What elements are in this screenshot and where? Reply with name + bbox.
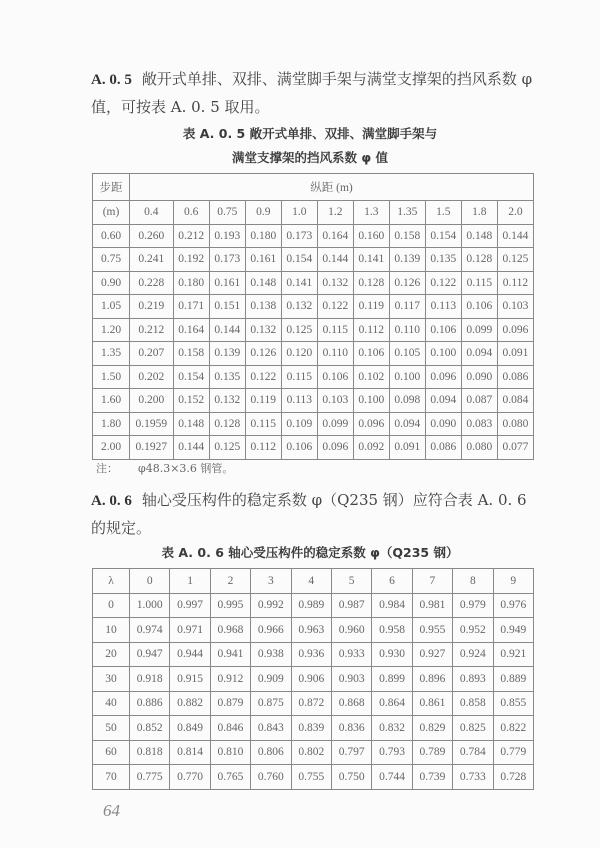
table-cell: 0.918 xyxy=(130,667,170,692)
table-cell: 0.090 xyxy=(461,365,497,389)
row-step: 1.35 xyxy=(93,342,130,366)
table-cell: 0.161 xyxy=(209,271,245,295)
table-cell: 0.1959 xyxy=(130,412,174,436)
table-cell: 0.802 xyxy=(291,740,331,765)
caption-line-1: 表 A. 0. 5 敞开式单排、双排、满堂脚手架与 xyxy=(182,126,438,141)
table-cell: 0.151 xyxy=(209,295,245,319)
table-cell: 0.148 xyxy=(461,224,497,248)
table-cell: 0.120 xyxy=(281,342,317,366)
table-cell: 0.113 xyxy=(281,389,317,413)
table-cell: 0.094 xyxy=(425,389,461,413)
table-cell: 0.889 xyxy=(493,667,533,692)
column-header: 0.6 xyxy=(173,201,209,225)
table-row xyxy=(93,295,534,319)
section-text: 敞开式单排、双排、满堂脚手架与满堂支撑架的挡风系数 φ 值，可按表 A. 0. 5 取用。 xyxy=(91,70,533,116)
table-cell: 0.100 xyxy=(425,342,461,366)
column-header: 1.5 xyxy=(425,201,461,225)
table-cell: 0.096 xyxy=(353,412,389,436)
table-cell: 0.909 xyxy=(251,667,291,692)
table-cell: 0.750 xyxy=(331,765,371,790)
table-cell: 0.125 xyxy=(497,248,533,272)
table-row xyxy=(93,593,534,618)
table-cell: 0.135 xyxy=(209,365,245,389)
row-step: 0.60 xyxy=(93,224,130,248)
column-group-header: 纵距 (m) xyxy=(130,174,534,201)
column-header: 1.3 xyxy=(353,201,389,225)
table-row xyxy=(93,224,534,248)
table-cell: 0.997 xyxy=(170,593,210,618)
table-cell: 0.102 xyxy=(353,365,389,389)
table-cell: 0.148 xyxy=(173,412,209,436)
table-cell: 0.903 xyxy=(331,667,371,692)
table-cell: 0.126 xyxy=(245,342,281,366)
row-step: 0.75 xyxy=(93,248,130,272)
table-cell: 0.872 xyxy=(291,691,331,716)
table-cell: 0.984 xyxy=(372,593,412,618)
table-cell: 0.160 xyxy=(353,224,389,248)
table-cell: 0.087 xyxy=(461,389,497,413)
table-cell: 0.728 xyxy=(493,765,533,790)
table-cell: 0.829 xyxy=(412,716,452,741)
table-cell: 0.968 xyxy=(210,618,250,643)
section-a05-paragraph xyxy=(91,66,541,121)
table-cell: 0.154 xyxy=(281,248,317,272)
table-cell: 0.115 xyxy=(461,271,497,295)
table-cell: 0.936 xyxy=(291,642,331,667)
table-cell: 0.938 xyxy=(251,642,291,667)
table-cell: 0.760 xyxy=(251,765,291,790)
section-a06-paragraph xyxy=(91,487,541,542)
table-cell: 0.775 xyxy=(130,765,170,790)
column-header: 0.9 xyxy=(245,201,281,225)
column-header: 3 xyxy=(251,569,291,594)
table-row xyxy=(93,412,534,436)
table-cell: 0.122 xyxy=(317,295,353,319)
table-cell: 0.152 xyxy=(173,389,209,413)
table-cell: 0.099 xyxy=(461,318,497,342)
table-cell: 0.212 xyxy=(130,318,174,342)
column-header: 7 xyxy=(412,569,452,594)
table-cell: 0.974 xyxy=(130,618,170,643)
table-cell: 0.947 xyxy=(130,642,170,667)
table-cell: 0.144 xyxy=(497,224,533,248)
row-lambda: 0 xyxy=(93,593,130,618)
column-header: 9 xyxy=(493,569,533,594)
table-cell: 0.077 xyxy=(497,436,533,460)
table-cell: 0.098 xyxy=(389,389,425,413)
table-cell: 0.806 xyxy=(251,740,291,765)
table-row xyxy=(93,667,534,692)
column-header: 0 xyxy=(130,569,170,594)
row-header-unit: (m) xyxy=(93,201,130,225)
table-cell: 0.100 xyxy=(353,389,389,413)
table-cell: 0.132 xyxy=(317,271,353,295)
table-cell: 0.171 xyxy=(173,295,209,319)
table-cell: 0.839 xyxy=(291,716,331,741)
table-cell: 0.966 xyxy=(251,618,291,643)
table-row xyxy=(93,740,534,765)
table-cell: 0.173 xyxy=(281,224,317,248)
table-cell: 0.915 xyxy=(170,667,210,692)
table-cell: 0.115 xyxy=(245,412,281,436)
table-cell: 0.106 xyxy=(317,365,353,389)
table-cell: 0.106 xyxy=(353,342,389,366)
table-cell: 0.117 xyxy=(389,295,425,319)
table-row xyxy=(93,318,534,342)
column-header: 0.75 xyxy=(209,201,245,225)
table-cell: 0.132 xyxy=(245,318,281,342)
table-cell: 0.958 xyxy=(372,618,412,643)
table-cell: 0.164 xyxy=(173,318,209,342)
table-cell: 0.941 xyxy=(210,642,250,667)
row-step: 1.80 xyxy=(93,412,130,436)
table-cell: 0.836 xyxy=(331,716,371,741)
table-cell: 0.126 xyxy=(389,271,425,295)
table-cell: 0.814 xyxy=(170,740,210,765)
table-cell: 0.080 xyxy=(461,436,497,460)
table-cell: 0.125 xyxy=(209,436,245,460)
table-cell: 0.158 xyxy=(173,342,209,366)
table-cell: 0.955 xyxy=(412,618,452,643)
row-step: 1.60 xyxy=(93,389,130,413)
table-cell: 0.960 xyxy=(331,618,371,643)
table-cell: 0.789 xyxy=(412,740,452,765)
row-step: 0.90 xyxy=(93,271,130,295)
table-row xyxy=(93,436,534,460)
table-cell: 0.141 xyxy=(281,271,317,295)
table-cell: 0.154 xyxy=(173,365,209,389)
row-lambda: 50 xyxy=(93,716,130,741)
table-cell: 0.858 xyxy=(453,691,493,716)
table-cell: 0.084 xyxy=(497,389,533,413)
table-cell: 0.094 xyxy=(389,412,425,436)
column-header: 1 xyxy=(170,569,210,594)
table-cell: 0.899 xyxy=(372,667,412,692)
table-cell: 0.944 xyxy=(170,642,210,667)
row-step: 1.20 xyxy=(93,318,130,342)
table-row xyxy=(93,765,534,790)
table-cell: 0.963 xyxy=(291,618,331,643)
table-cell: 0.109 xyxy=(281,412,317,436)
section-number: A. 0. 5 xyxy=(91,72,132,88)
table-cell: 0.906 xyxy=(291,667,331,692)
table-cell: 0.144 xyxy=(209,318,245,342)
row-header-label: 步距 xyxy=(93,174,130,201)
table-cell: 0.852 xyxy=(130,716,170,741)
table-cell: 0.879 xyxy=(210,691,250,716)
row-lambda: 70 xyxy=(93,765,130,790)
section-text: 轴心受压构件的稳定系数 φ（Q235 钢）应符合表 A. 0. 6 的规定。 xyxy=(91,491,527,537)
column-header: 4 xyxy=(291,569,331,594)
table-cell: 0.096 xyxy=(317,436,353,460)
table-cell: 0.832 xyxy=(372,716,412,741)
row-step: 1.50 xyxy=(93,365,130,389)
column-header: 1.35 xyxy=(389,201,425,225)
table-a05-note xyxy=(96,460,253,476)
table-cell: 0.091 xyxy=(389,436,425,460)
table-cell: 0.200 xyxy=(130,389,174,413)
note-text: φ48.3×3.6 钢管。 xyxy=(138,462,234,475)
table-cell: 0.113 xyxy=(425,295,461,319)
table-cell: 0.987 xyxy=(331,593,371,618)
section-number: A. 0. 6 xyxy=(91,493,132,509)
table-cell: 0.103 xyxy=(497,295,533,319)
table-cell: 0.139 xyxy=(209,342,245,366)
table-row xyxy=(93,342,534,366)
table-cell: 0.825 xyxy=(453,716,493,741)
table-cell: 0.207 xyxy=(130,342,174,366)
table-cell: 0.115 xyxy=(281,365,317,389)
table-cell: 0.976 xyxy=(493,593,533,618)
page-number: 64 xyxy=(103,801,120,820)
table-row xyxy=(93,365,534,389)
table-cell: 0.733 xyxy=(453,765,493,790)
row-lambda: 30 xyxy=(93,667,130,692)
row-lambda: 10 xyxy=(93,618,130,643)
table-cell: 0.927 xyxy=(412,642,452,667)
table-cell: 0.144 xyxy=(173,436,209,460)
table-cell: 0.260 xyxy=(130,224,174,248)
table-cell: 0.784 xyxy=(453,740,493,765)
column-header: 5 xyxy=(331,569,371,594)
table-cell: 0.106 xyxy=(461,295,497,319)
column-header: 0.4 xyxy=(130,201,174,225)
table-cell: 0.148 xyxy=(245,271,281,295)
table-cell: 0.115 xyxy=(317,318,353,342)
table-cell: 0.105 xyxy=(389,342,425,366)
table-cell: 0.091 xyxy=(497,342,533,366)
table-cell: 0.868 xyxy=(331,691,371,716)
table-cell: 0.122 xyxy=(245,365,281,389)
table-cell: 0.933 xyxy=(331,642,371,667)
table-cell: 0.139 xyxy=(389,248,425,272)
table-cell: 0.112 xyxy=(353,318,389,342)
table-cell: 0.855 xyxy=(493,691,533,716)
row-lambda: 20 xyxy=(93,642,130,667)
table-cell: 0.843 xyxy=(251,716,291,741)
table-cell: 0.228 xyxy=(130,271,174,295)
column-header: 1.8 xyxy=(461,201,497,225)
table-cell: 0.086 xyxy=(497,365,533,389)
table-row xyxy=(93,248,534,272)
table-cell: 0.158 xyxy=(389,224,425,248)
table-cell: 0.882 xyxy=(170,691,210,716)
table-row xyxy=(93,691,534,716)
column-header: 2.0 xyxy=(497,201,533,225)
table-cell: 0.090 xyxy=(425,412,461,436)
table-cell: 0.849 xyxy=(170,716,210,741)
table-cell: 0.128 xyxy=(209,412,245,436)
table-cell: 0.846 xyxy=(210,716,250,741)
table-cell: 0.119 xyxy=(353,295,389,319)
table-cell: 0.092 xyxy=(353,436,389,460)
table-a05-caption xyxy=(80,124,540,168)
table-cell: 0.896 xyxy=(412,667,452,692)
table-cell: 0.112 xyxy=(497,271,533,295)
table-cell: 0.086 xyxy=(425,436,461,460)
table-cell: 0.100 xyxy=(389,365,425,389)
table-cell: 0.180 xyxy=(245,224,281,248)
table-cell: 0.739 xyxy=(412,765,452,790)
column-header: 2 xyxy=(210,569,250,594)
table-cell: 0.192 xyxy=(173,248,209,272)
table-cell: 0.112 xyxy=(245,436,281,460)
table-cell: 0.202 xyxy=(130,365,174,389)
table-cell: 0.864 xyxy=(372,691,412,716)
table-cell: 0.797 xyxy=(331,740,371,765)
table-cell: 0.989 xyxy=(291,593,331,618)
table-a05 xyxy=(92,173,534,460)
table-cell: 0.822 xyxy=(493,716,533,741)
table-cell: 0.212 xyxy=(173,224,209,248)
table-cell: 0.979 xyxy=(453,593,493,618)
table-a06-caption: 表 A. 0. 6 轴心受压构件的稳定系数 φ（Q235 钢） xyxy=(161,545,459,560)
row-step: 2.00 xyxy=(93,436,130,460)
table-row xyxy=(93,716,534,741)
table-cell: 0.924 xyxy=(453,642,493,667)
table-row xyxy=(93,271,534,295)
table-cell: 0.981 xyxy=(412,593,452,618)
column-header: 6 xyxy=(372,569,412,594)
table-row xyxy=(93,389,534,413)
table-row xyxy=(93,618,534,643)
table-cell: 0.193 xyxy=(209,224,245,248)
table-cell: 0.106 xyxy=(425,318,461,342)
table-cell: 0.744 xyxy=(372,765,412,790)
table-cell: 0.949 xyxy=(493,618,533,643)
table-cell: 0.110 xyxy=(389,318,425,342)
row-lambda: 40 xyxy=(93,691,130,716)
table-cell: 0.125 xyxy=(281,318,317,342)
table-cell: 0.154 xyxy=(425,224,461,248)
caption-line-2: 满堂支撑架的挡风系数 φ 值 xyxy=(232,150,388,165)
table-cell: 0.141 xyxy=(353,248,389,272)
table-cell: 0.161 xyxy=(245,248,281,272)
table-cell: 0.128 xyxy=(461,248,497,272)
table-cell: 0.180 xyxy=(173,271,209,295)
table-cell: 0.164 xyxy=(317,224,353,248)
table-cell: 0.886 xyxy=(130,691,170,716)
note-label: 注： xyxy=(96,462,118,475)
table-cell: 0.138 xyxy=(245,295,281,319)
table-cell: 0.952 xyxy=(453,618,493,643)
table-cell: 0.219 xyxy=(130,295,174,319)
table-cell: 0.770 xyxy=(170,765,210,790)
table-cell: 0.173 xyxy=(209,248,245,272)
table-cell: 0.755 xyxy=(291,765,331,790)
table-cell: 0.106 xyxy=(281,436,317,460)
table-a06 xyxy=(92,568,534,790)
table-cell: 0.765 xyxy=(210,765,250,790)
table-cell: 0.080 xyxy=(497,412,533,436)
lambda-header: λ xyxy=(93,569,130,594)
table-cell: 0.1927 xyxy=(130,436,174,460)
table-cell: 0.083 xyxy=(461,412,497,436)
column-header: 8 xyxy=(453,569,493,594)
table-cell: 0.930 xyxy=(372,642,412,667)
table-cell: 0.793 xyxy=(372,740,412,765)
table-cell: 0.094 xyxy=(461,342,497,366)
table-cell: 0.779 xyxy=(493,740,533,765)
table-cell: 0.099 xyxy=(317,412,353,436)
table-cell: 0.128 xyxy=(353,271,389,295)
table-cell: 0.810 xyxy=(210,740,250,765)
table-cell: 0.103 xyxy=(317,389,353,413)
table-cell: 0.132 xyxy=(209,389,245,413)
table-cell: 0.995 xyxy=(210,593,250,618)
table-cell: 0.921 xyxy=(493,642,533,667)
table-cell: 0.912 xyxy=(210,667,250,692)
table-cell: 0.861 xyxy=(412,691,452,716)
table-cell: 0.971 xyxy=(170,618,210,643)
table-cell: 0.875 xyxy=(251,691,291,716)
table-cell: 0.135 xyxy=(425,248,461,272)
table-cell: 0.893 xyxy=(453,667,493,692)
column-header: 1.0 xyxy=(281,201,317,225)
table-cell: 0.144 xyxy=(317,248,353,272)
table-cell: 0.096 xyxy=(497,318,533,342)
column-header: 1.2 xyxy=(317,201,353,225)
table-cell: 0.096 xyxy=(425,365,461,389)
table-cell: 0.119 xyxy=(245,389,281,413)
table-cell: 0.122 xyxy=(425,271,461,295)
table-row xyxy=(93,642,534,667)
table-cell: 0.132 xyxy=(281,295,317,319)
row-lambda: 60 xyxy=(93,740,130,765)
table-cell: 0.110 xyxy=(317,342,353,366)
table-cell: 0.241 xyxy=(130,248,174,272)
row-step: 1.05 xyxy=(93,295,130,319)
table-cell: 0.992 xyxy=(251,593,291,618)
table-cell: 0.818 xyxy=(130,740,170,765)
table-cell: 1.000 xyxy=(130,593,170,618)
